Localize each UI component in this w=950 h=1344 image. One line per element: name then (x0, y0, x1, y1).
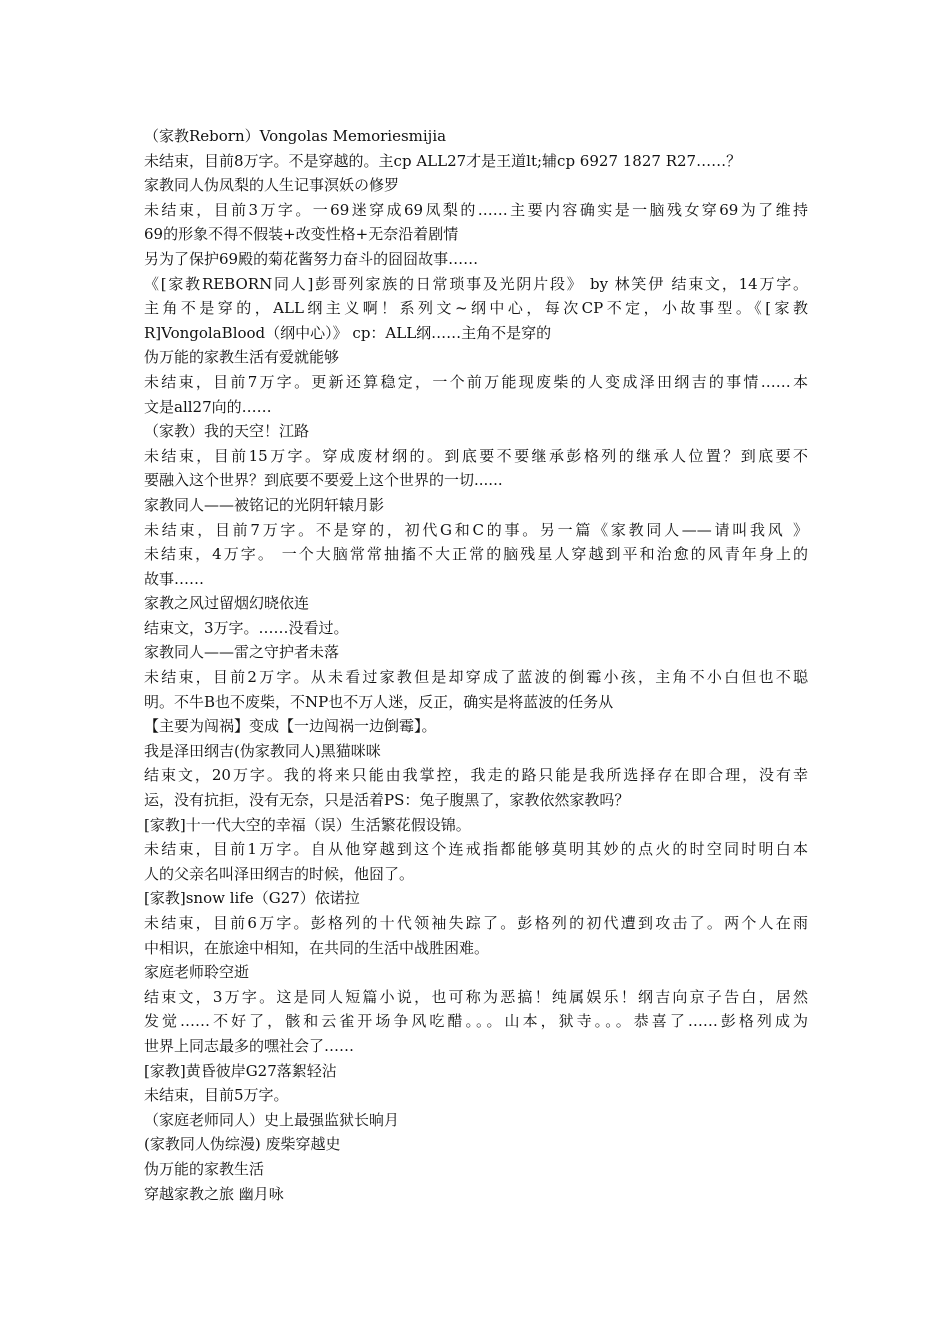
document-body (144, 124, 808, 1206)
entry-description: 结束文，3万字。……没看过。 (144, 618, 349, 637)
entry-description: R]VongolaBlood（纲中心）》 cp：ALL纲……主角不是穿的 (144, 323, 552, 342)
entry-title: 我是泽田纲吉(伪家教同人)黑猫咪咪 (144, 741, 381, 760)
entry-title: 伪万能的家教生活有爱就能够 (144, 348, 340, 367)
entry-description: 文是all27向的…… (144, 397, 272, 416)
entry-title: [家教]黄昏彼岸G27落絮轻沾 (144, 1061, 337, 1080)
entry-description: 结束文，3万字。这是同人短篇小说，也可称为恶搞！纯属娱乐！纲吉向京子告白，居然 (144, 987, 808, 1006)
entry-title: 《[家教REBORN同人]彭哥列家族的日常琐事及光阴片段》 by 林笑伊 结束文，14万字。 (144, 274, 808, 293)
entry-title: 家教之风过留烟幻晓依连 (144, 594, 310, 613)
entry-description: 主角不是穿的，ALL纲主义啊！系列文~纲中心，每次CP不定，小故事型。《[家教 (144, 299, 808, 318)
entry-description: 69的形象不得不假装+改变性格+无奈沿着剧情 (144, 225, 459, 244)
entry-description: 未结束，目前15万字。穿成废材纲的。到底要不要继承彭格列的继承人位置？到底要不 (144, 446, 808, 465)
entry-title: [家教]snow life（G27）依诺拉 (144, 889, 360, 908)
entry-description: 未结束，目前3万字。一69迷穿成69凤梨的……主要内容确实是一脑残女穿69为了维持 (144, 200, 808, 219)
entry-description: 未结束，目前1万字。自从他穿越到这个连戒指都能够莫明其妙的点火的时空同时明白本 (144, 840, 808, 859)
entry-title: （家教Reborn）Vongolas Memoriesmijia (144, 127, 447, 145)
entry-description: 未结束，目前7万字。不是穿的，初代G和C的事。另一篇《家教同人——请叫我风 》 (144, 520, 808, 539)
entry-description: 未结束，目前2万字。从未看过家教但是却穿成了蓝波的倒霉小孩，主角不小白但也不聪 (144, 668, 808, 687)
entry-title: [家教]十一代大空的幸福（误）生活繁花假设锦。 (144, 815, 471, 834)
entry-description: 明。不牛B也不废柴，不NP也不万人迷，反正，确实是将蓝波的任务从 (144, 692, 614, 711)
entry-description: 未结束，4万字。 一个大脑常常抽搐不大正常的脑残星人穿越到平和治愈的风青年身上的 (144, 545, 808, 564)
entry-description: 未结束，目前5万字。 (144, 1086, 289, 1105)
entry-description: 结束文，20万字。我的将来只能由我掌控，我走的路只能是我所选择存在即合理，没有幸 (144, 766, 808, 785)
entry-title: （家教）我的天空！江路 (144, 422, 310, 441)
entry-title: 伪万能的家教生活 (144, 1159, 265, 1178)
entry-title: 家教同人伪凤梨的人生记事溟妖の修罗 (144, 176, 400, 195)
entry-description: 要融入这个世界？到底要不要爱上这个世界的一切...... (144, 471, 503, 490)
entry-description: 未结束，目前8万字。不是穿越的。主cp ALL27才是王道lt;辅cp 6927 1827 R27……？ (144, 151, 742, 170)
entry-description: 发觉……不好了，骸和云雀开场争风吃醋。。。山本，狱寺。。。恭喜了……彭格列成为 (144, 1012, 808, 1031)
entry-description: 另为了保护69殿的菊花酱努力奋斗的囧囧故事…… (144, 249, 479, 268)
entry-title: 穿越家教之旅 幽月咏 (144, 1184, 284, 1203)
entry-description: 故事…… (144, 569, 205, 588)
entry-description: 【主要为闯祸】变成【一边闯祸一边倒霉】。 (144, 717, 437, 736)
entry-title: （家庭老师同人）史上最强监狱长晌月 (144, 1110, 400, 1129)
entry-description: 未结束，目前6万字。彭格列的十代领袖失踪了。彭格列的初代遭到攻击了。两个人在雨 (144, 914, 808, 932)
entry-title: 家教同人——被铭记的光阴轩辕月影 (144, 495, 385, 514)
entry-description: 运，没有抗拒，没有无奈，只是活着PS：兔子腹黑了，家教依然家教吗？ (144, 791, 630, 810)
entry-title: 家庭老师聆空逝 (144, 963, 250, 982)
entry-description: 未结束，目前7万字。更新还算稳定，一个前万能现废柴的人变成泽田纲吉的事情……本 (144, 372, 808, 391)
entry-description: 人的父亲名叫泽田纲吉的时候，他囧了。 (144, 864, 415, 883)
entry-description: 中相识，在旅途中相知，在共同的生活中战胜困难。 (144, 938, 490, 957)
entry-description: 世界上同志最多的嘿社会了…… (144, 1036, 355, 1055)
entry-title: 家教同人——雷之守护者未落 (144, 643, 340, 662)
entry-title: (家教同人伪综漫) 废柴穿越史 (144, 1135, 341, 1154)
